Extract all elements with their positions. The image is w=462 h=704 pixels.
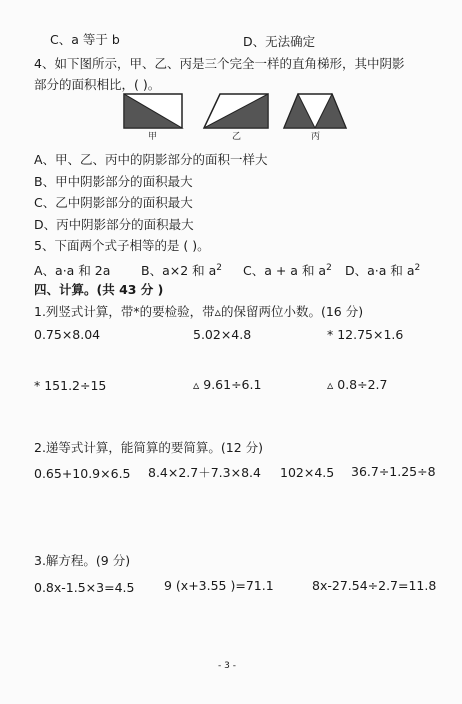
part2-item: 8.4×2.7＋7.3×8.4: [148, 465, 261, 480]
part3-item: 0.8x-1.5×3=4.5: [34, 580, 135, 595]
part1-item: * 12.75×1.6: [327, 327, 404, 342]
prev-option-c: C、a 等于 b: [50, 32, 120, 47]
part3-item: 9 (x+3.55 )=71.1: [164, 578, 274, 593]
q5-option-a: [34, 260, 110, 279]
part1-title: 1.列竖式计算，带*的要检验，带▵的保留两位小数。(16 分): [34, 304, 364, 319]
q4-option-c: C、乙中阴影部分的面积最大: [34, 195, 193, 210]
q4-option-a: A、甲、乙、丙中的阴影部分的面积一样大: [34, 152, 268, 167]
q5-option-b: [141, 260, 222, 279]
q4-option-b: B、甲中阴影部分的面积最大: [34, 174, 193, 189]
part1-item: 5.02×4.8: [193, 327, 252, 342]
prev-option-d: D、无法确定: [243, 34, 316, 49]
q5-option-c-text: C、a + a 和 a: [243, 263, 327, 279]
q4-stem-line1: 4、如下图所示，甲、乙、丙是三个完全一样的直角梯形，其中阴影: [34, 56, 405, 71]
part2-item: 36.7÷1.25÷8: [351, 464, 436, 479]
part3-item: 8x-27.54÷2.7=11.8: [312, 578, 437, 593]
q5-option-d-sup: 2: [414, 263, 421, 273]
part1-item: ▵ 9.61÷6.1: [193, 377, 262, 392]
trapezoid-figure-yi: [202, 92, 270, 134]
q5-option-d-text: D、a·a 和 a: [345, 263, 415, 279]
part2-item: 0.65+10.9×6.5: [34, 466, 131, 481]
q4-option-d: D、丙中阴影部分的面积最大: [34, 217, 194, 232]
q5-option-b-text: B、a×2 和 a: [141, 263, 217, 279]
q4-stem-line2: 部分的面积相比，( )。: [34, 77, 161, 92]
figure-label-jia: 甲: [148, 132, 158, 142]
part2-title: 2.递等式计算，能简算的要简算。(12 分): [34, 440, 264, 455]
part3-title: 3.解方程。(9 分): [34, 553, 131, 568]
q5-option-a-text: A、a·a 和 2a: [34, 263, 111, 279]
q5-option-d: [345, 260, 420, 279]
part1-item: * 151.2÷15: [34, 378, 107, 393]
q5-option-b-sup: 2: [216, 263, 223, 273]
figure-label-bing: 丙: [311, 132, 321, 142]
part1-item: 0.75×8.04: [34, 327, 101, 342]
q5-stem: 5、下面两个式子相等的是 ( )。: [34, 238, 210, 253]
trapezoid-figure-bing: [282, 92, 348, 134]
figure-label-yi: 乙: [232, 132, 242, 142]
trapezoid-figure-jia: [122, 92, 184, 134]
part2-item: 102×4.5: [280, 465, 335, 480]
section4-heading: 四、计算。(共 43 分 ): [34, 282, 164, 297]
part1-item: ▵ 0.8÷2.7: [327, 377, 388, 392]
page-number: - 3 -: [218, 661, 236, 671]
q5-option-c: [243, 260, 332, 279]
q5-option-c-sup: 2: [326, 263, 332, 273]
